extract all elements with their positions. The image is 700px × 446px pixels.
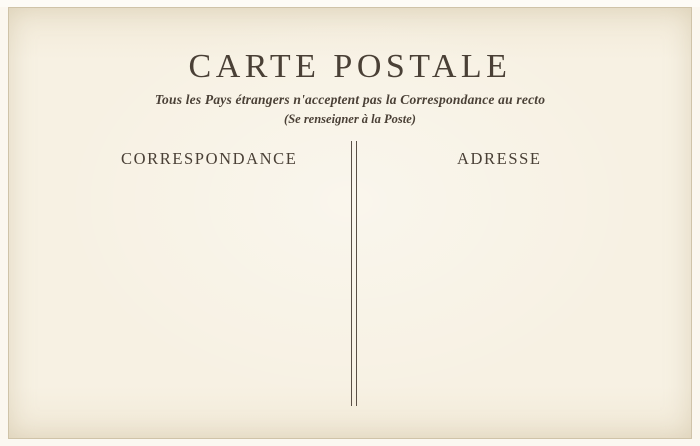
center-divider-line-left (351, 141, 352, 406)
address-label: ADRESSE (457, 149, 542, 168)
scan-edge-bottom (0, 439, 700, 446)
correspondence-label: CORRESPONDANCE (121, 149, 298, 168)
scan-edge-top (0, 0, 700, 7)
postcard-notice-line-2: (Se renseigner à la Poste) (284, 112, 416, 126)
postcard-back (8, 7, 692, 439)
center-divider-line-right (356, 141, 357, 406)
postcard-notice-line-1: Tous les Pays étrangers n'acceptent pas la Correspondance au recto (154, 92, 546, 107)
postcard-title: CARTE POSTALE (188, 48, 512, 85)
